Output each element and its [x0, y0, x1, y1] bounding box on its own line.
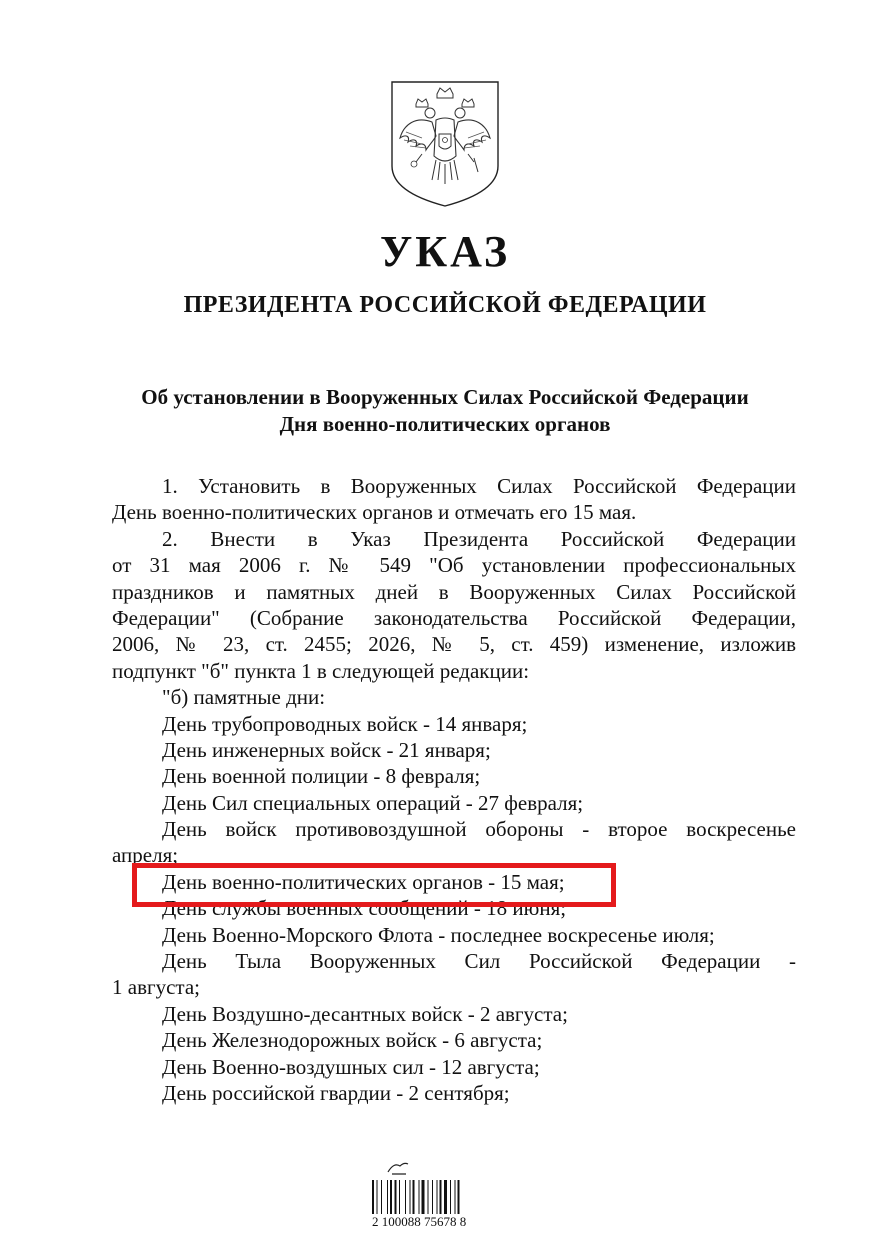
decree-heading — [0, 384, 890, 438]
list-item: День трубопроводных войск - 14 января; — [162, 711, 528, 736]
decree-heading-line: Дня военно-политических органов — [279, 412, 611, 436]
list-item: День Тыла Вооруженных Сил Российской Федерации - — [162, 949, 796, 974]
barcode-bar — [455, 1180, 456, 1214]
decree-body — [112, 473, 796, 1106]
barcode-emblem-icon — [386, 1160, 410, 1176]
document-title: УКАЗ — [379, 227, 511, 276]
body-line: от 31 мая 2006 г. № 549 "Об установлении профессиональных — [112, 553, 796, 578]
barcode-number: 2 100088 75678 8 — [372, 1214, 467, 1229]
document-subtitle: ПРЕЗИДЕНТА РОССИЙСКОЙ ФЕДЕРАЦИИ — [183, 292, 707, 318]
list-item: День Сил специальных операций - 27 февраля; — [162, 790, 584, 815]
russian-coat-of-arms-icon — [386, 80, 504, 208]
body-line: 1. Установить в Вооруженных Силах Российской Федерации — [162, 474, 796, 498]
body-line: 2006, № 23, ст. 2455; 2026, № 5, ст. 459) изменение, изложив — [112, 632, 796, 657]
barcode-bar — [390, 1180, 392, 1214]
barcode-bar — [381, 1180, 382, 1214]
barcode-bar — [405, 1180, 406, 1214]
barcode-bar — [372, 1180, 374, 1214]
list-item-continuation: апреля; — [112, 843, 179, 868]
barcode-bar — [444, 1180, 447, 1214]
list-item: День Железнодорожных войск - 6 августа; — [162, 1028, 543, 1053]
list-item: День военной полиции - 8 февраля; — [162, 764, 481, 789]
barcode-bar — [395, 1180, 397, 1214]
barcode-bar — [419, 1180, 420, 1214]
body-line: 2. Внести в Указ Президента Российской Федерации — [162, 526, 796, 551]
barcode-bar — [458, 1180, 460, 1214]
barcode — [372, 1180, 492, 1214]
body-line: подпункт "б" пункта 1 в следующей редакции: — [112, 658, 530, 683]
barcode-bar — [440, 1180, 442, 1214]
list-item-continuation: 1 августа; — [112, 975, 201, 1000]
red-highlight-box — [132, 863, 616, 907]
list-item: День Воздушно-десантных войск - 2 августа; — [162, 1001, 568, 1026]
list-item: День российской гвардии - 2 сентября; — [162, 1080, 510, 1105]
list-item: День Военно-воздушных сил - 12 августа; — [162, 1054, 540, 1079]
body-line: "б) памятные дни: — [162, 685, 326, 710]
barcode-bar — [422, 1180, 425, 1214]
barcode-bar — [450, 1180, 451, 1214]
body-line: Федерации" (Собрание законодательства Российской Федерации, — [112, 605, 796, 630]
barcode-bar — [432, 1180, 433, 1214]
body-line: праздников и памятных дней в Вооруженных Силах Российской — [112, 579, 796, 604]
list-item-highlighted: День военно-политических органов - 15 мая; — [162, 869, 565, 894]
barcode-bar — [387, 1180, 388, 1214]
barcode-bar — [399, 1180, 400, 1214]
barcode-bar — [377, 1180, 378, 1214]
list-item: День инженерных войск - 21 января; — [162, 737, 491, 762]
list-item: День службы военных сообщений - 18 июня; — [162, 896, 567, 921]
list-item: День Военно-Морского Флота - последнее воскресенье июля; — [162, 922, 715, 947]
barcode-bar — [428, 1180, 429, 1214]
barcode-bar — [410, 1180, 411, 1214]
list-item: День войск противовоздушной обороны - второе воскресенье — [162, 817, 796, 842]
barcode-bar — [437, 1180, 438, 1214]
body-line: День военно-политических органов и отмечать его 15 мая. — [112, 500, 637, 525]
barcode-bar — [413, 1180, 415, 1214]
decree-heading-line: Об установлении в Вооруженных Силах Российской Федерации — [141, 385, 749, 409]
